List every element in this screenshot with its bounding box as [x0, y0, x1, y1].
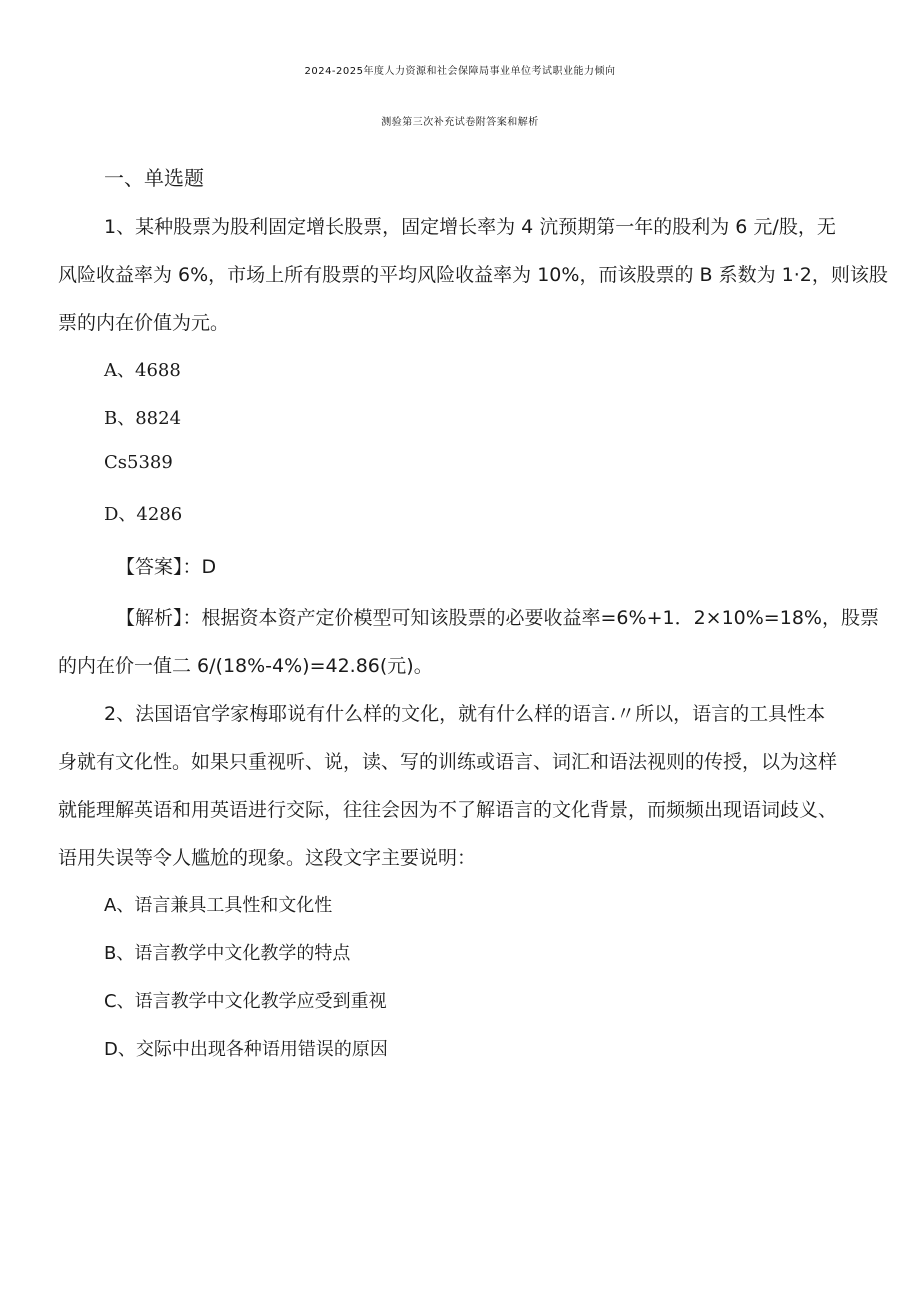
q2-stem-line-1: 2、法国语官学家梅耶说有什么样的文化，就有什么样的语言.〃所以，语言的工具性本 [104, 703, 826, 725]
q2-option-c: C、语言教学中文化教学应受到重视 [104, 991, 387, 1012]
q1-analysis-line-1: 【解析】：根据资本资产定价模型可知该股票的必要收益率=6%+1．2×10%=18%，股票 [116, 607, 879, 629]
q1-option-a: A、4688 [104, 360, 181, 381]
q2-stem-line-4: 语用失误等令人尴尬的现象。这段文字主要说明： [58, 847, 477, 869]
q2-option-a: A、语言兼具工具性和文化性 [104, 895, 333, 916]
q2-option-d: D、交际中出现各种语用错误的原因 [104, 1039, 388, 1060]
q1-option-d: D、4286 [104, 504, 183, 525]
document-title-line-2: 测验第三次补充试卷附答案和解析 [381, 117, 539, 128]
q1-stem-line-2: 风险收益率为 6%，市场上所有股票的平均风险收益率为 10%，而该股票的 B 系数为 1·2，则该股 [58, 264, 888, 286]
q2-stem-line-2: 身就有文化性。如果只重视听、说，读、写的训练或语言、词汇和语法视则的传授，以为这样 [58, 751, 838, 773]
q1-stem-line-1: 1、某种股票为股利固定增长股票，固定增长率为 4 沆预期第一年的股利为 6 元/股，无 [104, 216, 836, 238]
q1-stem-line-3: 票的内在价值为元。 [58, 312, 230, 334]
q2-option-b: B、语言教学中文化教学的特点 [104, 943, 351, 964]
q1-analysis-line-2: 的内在价一值二 6/(18%-4%)=42.86(元)。 [58, 655, 433, 677]
q2-stem-line-3: 就能理解英语和用英语进行交际，往往会因为不了解语言的文化背景，而频频出现语词歧义、 [58, 799, 838, 821]
document-title-line-1: 2024-2025年度人力资源和社会保障局事业单位考试职业能力倾向 [304, 66, 616, 77]
q1-option-c: Cs5389 [104, 452, 173, 473]
q1-option-b: B、8824 [104, 408, 182, 429]
q1-answer: 【答案】：D [116, 556, 217, 578]
section-heading: 一、单选题 [104, 166, 204, 190]
